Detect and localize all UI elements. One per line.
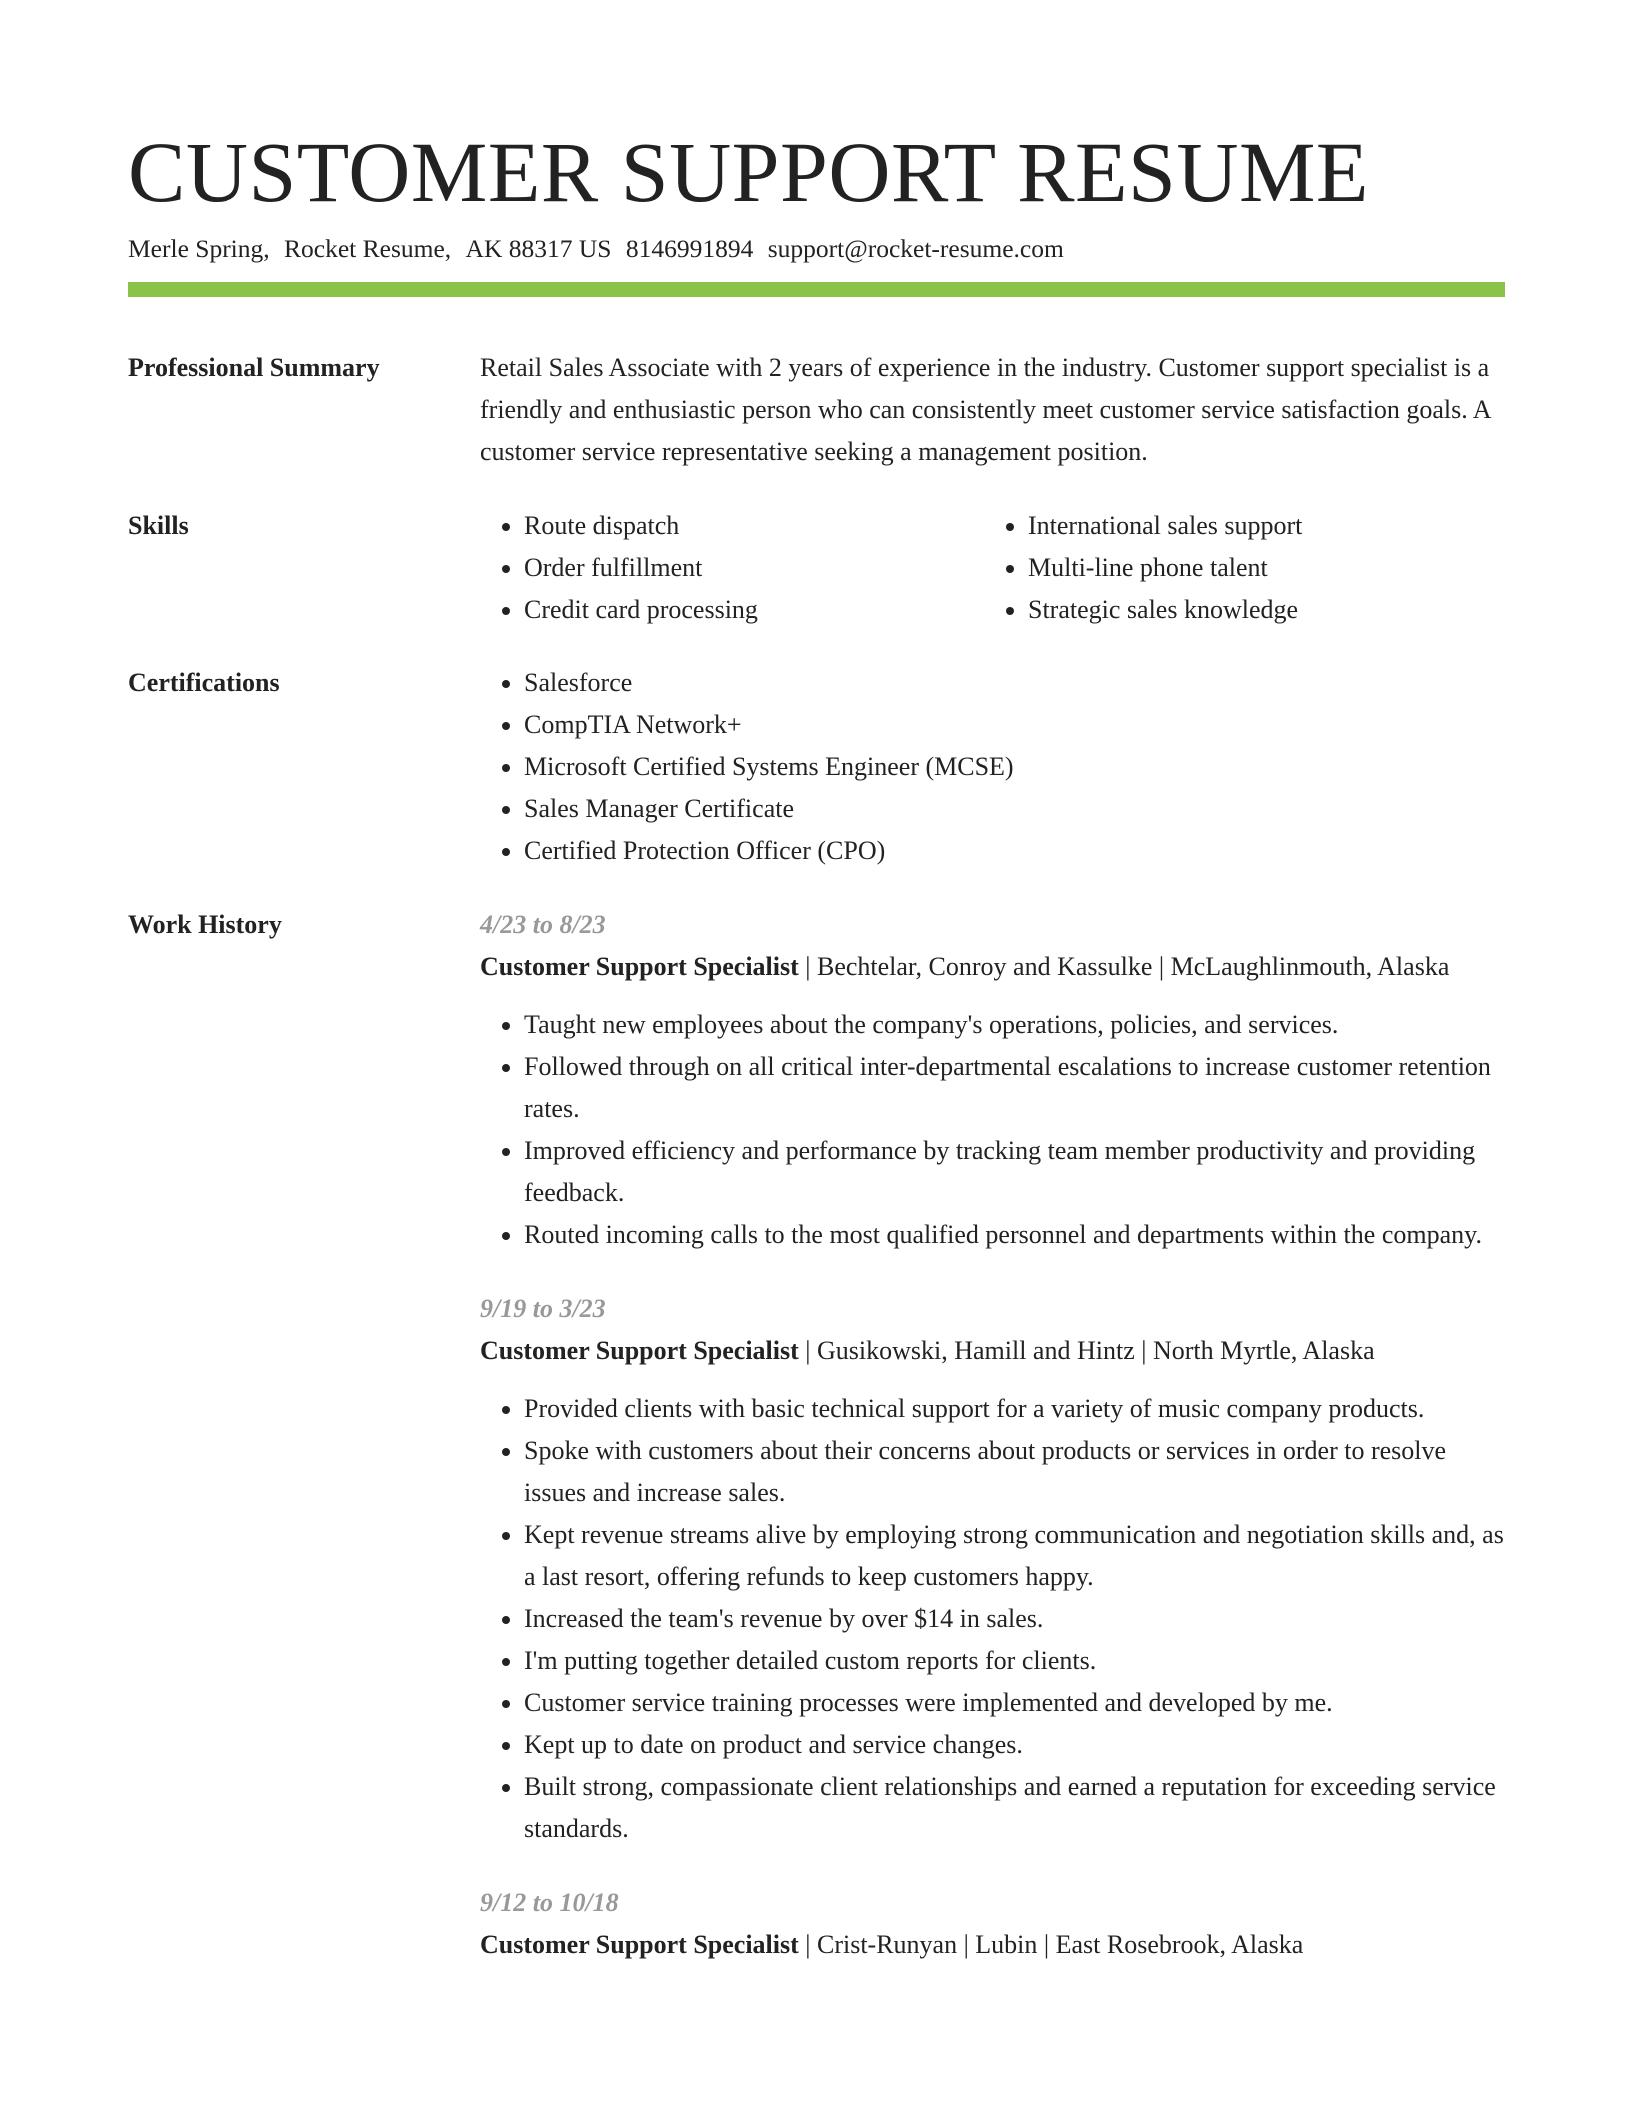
contact-company: Rocket Resume, (284, 234, 452, 263)
job-bullet: • Routed incoming calls to the most qualified personnel and departments within the company. (524, 1214, 1505, 1256)
job-entry (480, 904, 1505, 1256)
certification-item: • Salesforce (524, 662, 1505, 704)
job-dates: 9/19 to 3/23 (480, 1294, 606, 1323)
skill-item: • International sales support (1028, 505, 1505, 547)
certifications-section (128, 662, 1505, 872)
skill-item: • Strategic sales knowledge (1028, 589, 1505, 631)
job-bullet: • Customer service training processes were implemented and developed by me. (524, 1682, 1505, 1724)
job-bullet: • Followed through on all critical inter-departmental escalations to increase customer retention rates. (524, 1046, 1505, 1130)
work-history-label: Work History (128, 910, 282, 939)
skills-column-right (984, 505, 1505, 631)
skills-section (128, 505, 1505, 631)
summary-label: Professional Summary (128, 353, 380, 382)
job-bullets (480, 1388, 1505, 1850)
job-dates: 9/12 to 10/18 (480, 1888, 619, 1917)
certifications-list (480, 662, 1505, 872)
skills-column-left (480, 505, 984, 631)
job-title: Customer Support Specialist (480, 952, 799, 981)
certifications-content (480, 662, 1505, 872)
job-bullet: • Kept up to date on product and service changes. (524, 1724, 1505, 1766)
summary-text: Retail Sales Associate with 2 years of experience in the industry. Customer support specialist is a friendly and enthusiastic person who can consistently meet customer service satisfaction goals. A customer service representative seeking a management position. (480, 353, 1491, 466)
skill-item: • Route dispatch (524, 505, 984, 547)
contact-location: AK 88317 US (465, 234, 612, 263)
certification-item: • CompTIA Network+ (524, 704, 1505, 746)
job-bullet: • Kept revenue streams alive by employing strong communication and negotiation skills and, as a last resort, offering refunds to keep customers happy. (524, 1514, 1505, 1598)
contact-line (128, 232, 1505, 266)
job-dates: 4/23 to 8/23 (480, 910, 606, 939)
certifications-label: Certifications (128, 668, 280, 697)
job-heading (480, 1924, 1505, 1966)
skill-item: • Order fulfillment (524, 547, 984, 589)
skills-label: Skills (128, 511, 189, 540)
job-title: Customer Support Specialist (480, 1930, 799, 1959)
work-history-section (128, 904, 1505, 1966)
certification-item: • Certified Protection Officer (CPO) (524, 830, 1505, 872)
skills-list (480, 505, 1505, 631)
contact-phone: 8146991894 (625, 234, 754, 263)
job-entry (480, 1288, 1505, 1850)
work-history-content (480, 904, 1505, 1966)
job-bullet: • Spoke with customers about their concerns about products or services in order to resolve issues and increase sales. (524, 1430, 1505, 1514)
job-entry (480, 1882, 1505, 1966)
accent-divider (128, 282, 1505, 297)
certification-item: • Microsoft Certified Systems Engineer (MCSE) (524, 746, 1505, 788)
job-employer-location: | Bechtelar, Conroy and Kassulke | McLaughlinmouth, Alaska (798, 952, 1450, 981)
job-bullet: • Provided clients with basic technical support for a variety of music company products. (524, 1388, 1505, 1430)
certification-item: • Sales Manager Certificate (524, 788, 1505, 830)
skill-item: • Multi-line phone talent (1028, 547, 1505, 589)
job-bullet: • Built strong, compassionate client relationships and earned a reputation for exceeding service standards. (524, 1766, 1505, 1850)
job-bullet: • Taught new employees about the company's operations, policies, and services. (524, 1004, 1505, 1046)
job-bullets (480, 1004, 1505, 1256)
job-title: Customer Support Specialist (480, 1336, 799, 1365)
job-bullet: • Increased the team's revenue by over $14 in sales. (524, 1598, 1505, 1640)
resume-page (128, 122, 1505, 1966)
job-bullet: • I'm putting together detailed custom reports for clients. (524, 1640, 1505, 1682)
job-heading (480, 1330, 1505, 1372)
job-employer-location: | Gusikowski, Hamill and Hintz | North Myrtle, Alaska (798, 1336, 1375, 1365)
contact-email[interactable]: support@rocket-resume.com (767, 234, 1064, 263)
job-employer-location: | Crist-Runyan | Lubin | East Rosebrook, Alaska (798, 1930, 1304, 1959)
skill-item: • Credit card processing (524, 589, 984, 631)
resume-title: CUSTOMER SUPPORT RESUME (128, 124, 1369, 220)
summary-section (128, 347, 1505, 473)
contact-name: Merle Spring, (128, 234, 270, 263)
job-bullet: • Improved efficiency and performance by tracking team member productivity and providing feedback. (524, 1130, 1505, 1214)
job-heading (480, 946, 1505, 988)
